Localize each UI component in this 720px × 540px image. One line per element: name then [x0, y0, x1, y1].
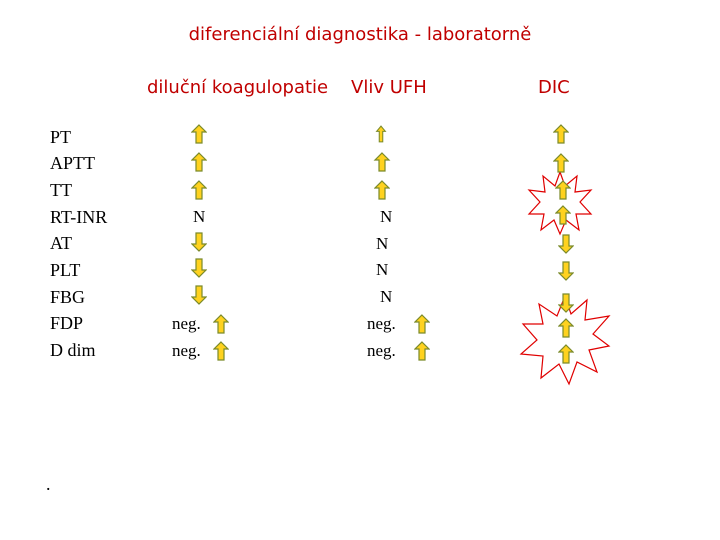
arrow-up-icon [372, 152, 392, 172]
cell-ufh-rt-inr: N [380, 207, 393, 226]
arrow-down-icon [191, 232, 207, 252]
arrow-up-icon [414, 341, 430, 361]
arrow-down-icon [558, 234, 574, 254]
cell-ufh-at: N [376, 234, 389, 253]
cell-dilution-d-dim: neg. [172, 341, 201, 360]
arrow-up-icon [553, 124, 569, 144]
cell-ufh-plt: N [376, 260, 389, 279]
param-plt: PLT [50, 260, 81, 280]
arrow-up-icon [553, 153, 569, 173]
cell-ufh-fdp: neg. [367, 314, 396, 333]
param-d-dim: D dim [50, 340, 96, 360]
param-fdp: FDP [50, 313, 84, 333]
cell-ufh-d-dim: neg. [367, 341, 396, 360]
arrow-up-icon [555, 180, 571, 200]
slide-title: diferenciální diagnostika - laboratorně [188, 24, 532, 45]
param-rt-inr: RT-INR [50, 207, 108, 227]
arrow-up-icon [191, 152, 207, 172]
arrow-up-icon [213, 314, 229, 334]
param-fbg: FBG [50, 287, 86, 307]
column-header-dic: DIC [538, 77, 570, 98]
arrow-down-icon [558, 293, 574, 313]
column-header-ufh: Vliv UFH [351, 77, 427, 98]
arrow-up-icon [213, 341, 229, 361]
param-tt: TT [50, 180, 72, 200]
arrow-up-icon [558, 318, 574, 338]
arrow-up-thin-icon [374, 124, 388, 144]
arrow-up-icon [414, 314, 430, 334]
param-aptt: APTT [50, 153, 95, 173]
arrow-up-icon [191, 180, 207, 200]
footnote-dot: . [46, 474, 51, 494]
cell-dilution-fdp: neg. [172, 314, 201, 333]
arrow-up-icon [555, 205, 571, 225]
cell-ufh-fbg: N [380, 287, 393, 306]
cell-dilution-rt-inr: N [193, 207, 206, 226]
arrow-up-icon [191, 124, 207, 144]
arrow-down-icon [191, 258, 207, 278]
arrow-up-icon [374, 180, 390, 200]
param-pt: PT [50, 127, 72, 147]
arrow-down-icon [558, 261, 574, 281]
param-at: AT [50, 233, 72, 253]
column-header-dilution: diluční koagulopatie [147, 77, 329, 98]
starburst-highlight-icon [525, 168, 595, 238]
arrow-up-icon [558, 344, 574, 364]
arrow-down-icon [191, 285, 207, 305]
